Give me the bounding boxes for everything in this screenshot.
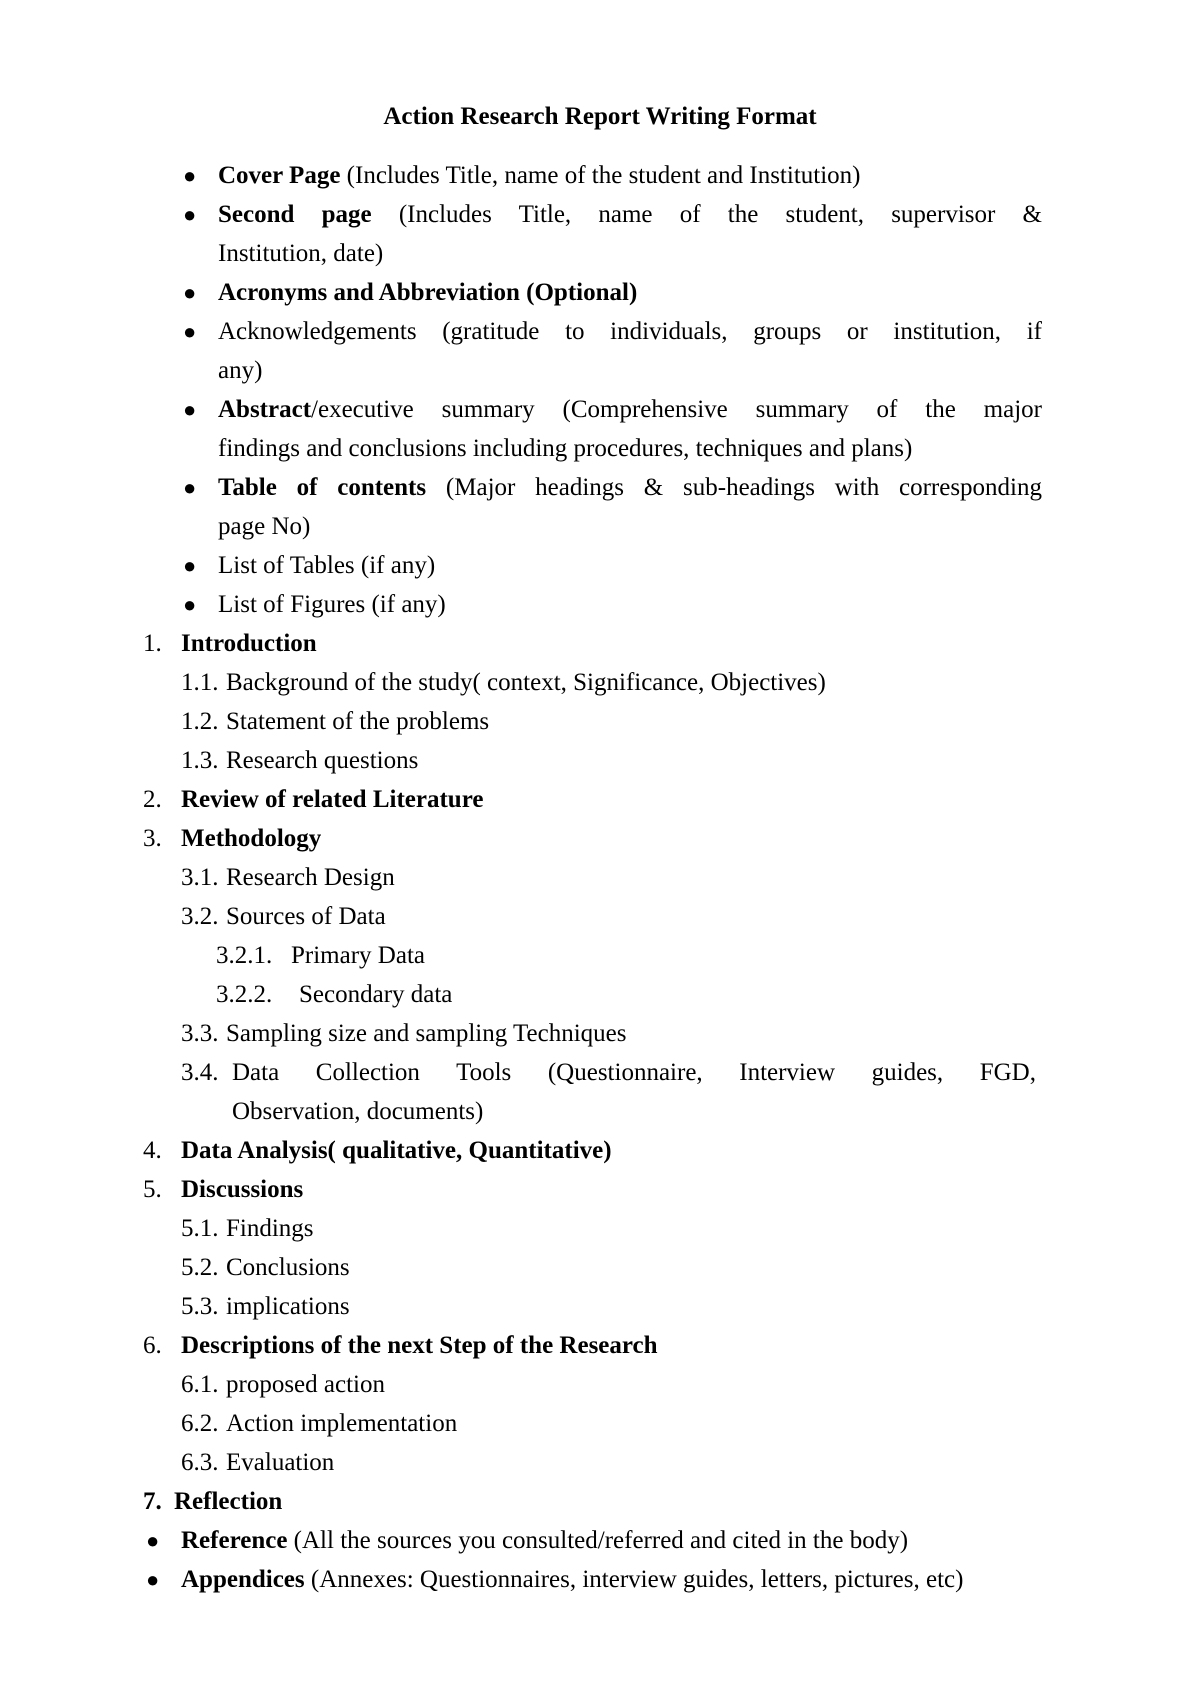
front-item-table-of-contents: Table of contents (Major headings & sub-headings with corresponding [218, 474, 1043, 501]
section-title-next-step: Descriptions of the next Step of the Research [181, 1332, 658, 1359]
back-item-appendices: Appendices (Annexes: Questionnaires, interview guides, letters, pictures, etc) [181, 1566, 964, 1593]
front-item-cover-page: Cover Page (Includes Title, name of the student and Institution) [218, 162, 861, 189]
front-item-abstract-cont: findings and conclusions including procedures, techniques and plans) [218, 435, 913, 462]
front-item-acronyms: Acronyms and Abbreviation (Optional) [218, 279, 638, 306]
section-number: 2. [143, 786, 162, 813]
front-item-list-of-figures: List of Figures (if any) [218, 591, 446, 618]
subsection-number: 3.4. [181, 1059, 219, 1086]
subsection-action-implementation: Action implementation [226, 1410, 458, 1437]
bullet-icon: ● [183, 202, 197, 227]
subsection-background: Background of the study( context, Significance, Objectives) [226, 669, 826, 696]
bullet-icon: ● [183, 319, 197, 344]
front-item-abstract: Abstract/executive summary (Comprehensive summary of the major [218, 396, 1042, 423]
bullet-icon: ● [183, 592, 197, 617]
subsection-number: 5.3. [181, 1293, 219, 1320]
section-title-methodology: Methodology [181, 825, 322, 852]
subsection-number: 3.3. [181, 1020, 219, 1047]
section-number: 6. [143, 1332, 162, 1359]
subsection-sources-of-data: Sources of Data [226, 903, 386, 930]
subsection-number: 3.2. [181, 903, 219, 930]
subsection-conclusions: Conclusions [226, 1254, 350, 1281]
front-item-list-of-tables: List of Tables (if any) [218, 552, 436, 579]
section-number: 7. [143, 1488, 162, 1515]
section-number: 4. [143, 1137, 162, 1164]
section-title-reflection: Reflection [174, 1488, 283, 1515]
subsection-evaluation: Evaluation [226, 1449, 335, 1476]
front-item-acknowledgements-cont: any) [218, 357, 263, 384]
section-number: 5. [143, 1176, 162, 1203]
section-title-discussions: Discussions [181, 1176, 304, 1203]
subsection-number: 6.3. [181, 1449, 219, 1476]
subsection-number: 5.2. [181, 1254, 219, 1281]
bullet-icon: ● [183, 397, 197, 422]
section-title-data-analysis: Data Analysis( qualitative, Quantitative) [181, 1137, 612, 1164]
front-item-acknowledgements: Acknowledgements (gratitude to individuals, groups or institution, if [218, 318, 1042, 345]
section-number: 1. [143, 630, 162, 657]
front-item-table-of-contents-cont: page No) [218, 513, 311, 540]
section-number: 3. [143, 825, 162, 852]
subsection-number: 6.1. [181, 1371, 219, 1398]
section-title-introduction: Introduction [181, 630, 317, 657]
subsection-statement: Statement of the problems [226, 708, 490, 735]
back-item-reference: Reference (All the sources you consulted/referred and cited in the body) [181, 1527, 909, 1554]
subsection-research-questions: Research questions [226, 747, 419, 774]
subsection-proposed-action: proposed action [226, 1371, 385, 1398]
bullet-icon: ● [146, 1528, 160, 1553]
front-item-second-page: Second page (Includes Title, name of the student, supervisor & [218, 201, 1043, 228]
subsection-number: 3.1. [181, 864, 219, 891]
bullet-icon: ● [183, 553, 197, 578]
bullet-icon: ● [183, 475, 197, 500]
subsection-number: 1.2. [181, 708, 219, 735]
subsection-data-collection-tools: Data Collection Tools (Questionnaire, Interview guides, FGD, [232, 1059, 1036, 1086]
subsection-number: 5.1. [181, 1215, 219, 1242]
subsection-findings: Findings [226, 1215, 314, 1242]
subsection-number: 1.1. [181, 669, 219, 696]
bullet-icon: ● [183, 280, 197, 305]
document-title: Action Research Report Writing Format [383, 103, 817, 130]
subsection-data-collection-tools-cont: Observation, documents) [232, 1098, 484, 1125]
subsubsection-secondary-data: Secondary data [299, 981, 453, 1008]
subsubsection-primary-data: Primary Data [291, 942, 425, 969]
bullet-icon: ● [146, 1567, 160, 1592]
subsection-implications: implications [226, 1293, 350, 1320]
subsection-number: 6.2. [181, 1410, 219, 1437]
subsubsection-number: 3.2.2. [216, 981, 273, 1008]
bullet-icon: ● [183, 163, 197, 188]
section-title-literature: Review of related Literature [181, 786, 484, 813]
subsection-research-design: Research Design [226, 864, 395, 891]
subsection-number: 1.3. [181, 747, 219, 774]
front-item-second-page-cont: Institution, date) [218, 240, 384, 267]
subsubsection-number: 3.2.1. [216, 942, 273, 969]
subsection-sampling: Sampling size and sampling Techniques [226, 1020, 627, 1047]
